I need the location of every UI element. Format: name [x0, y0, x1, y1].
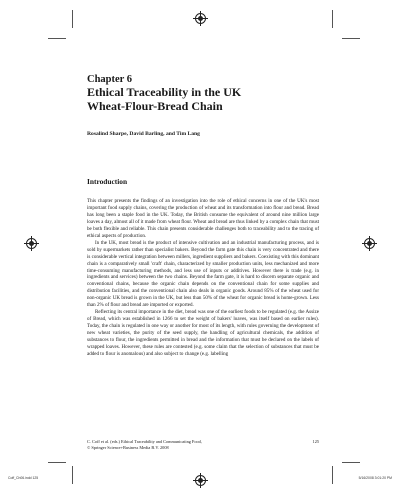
slug-timestamp: 5/16/2008 3:01:20 PM [358, 476, 392, 480]
section-heading: Introduction [87, 177, 128, 186]
footer [87, 439, 319, 451]
chapter-title-line1: Ethical Traceability in the UK [87, 85, 242, 99]
crop-mark [332, 10, 333, 28]
authors: Rosalind Sharpe, David Barling, and Tim Lang [87, 131, 200, 137]
crop-mark [72, 10, 73, 28]
chapter-title-line2: Wheat-Flour-Bread Chain [87, 98, 223, 113]
crop-mark [342, 462, 360, 463]
crop-mark [48, 462, 66, 463]
paragraph: Reflecting its central importance in the diet, bread was one of the earliest foods to be regulated (e.g. the Assize of Bread, which was established in 1266 to set the weight of bakers' loaves, was itself based on earlier rules). Today, the chain is regulated in one way or another for most of its length, with rules governing the development of new wheat varieties, the purity of the seed supply, the handling of agricultural chemicals, the addition of substances to flour, the ingredients permitted in bread and the information that must be declared on the labels of wrapped loaves. However, these rules are contested (e.g. some claim that the selection of substances that must be added to flour is anomalous) and also subject to change (e.g. labelling [87, 309, 319, 357]
page-number: 125 [312, 439, 319, 444]
crop-mark [72, 466, 73, 484]
slug-file: Coff_Ch06.indd 125 [8, 476, 39, 480]
registration-mark-icon [26, 238, 37, 249]
citation-line: C. Coff et al. (eds.) Ethical Traceability and Communicating Food, [87, 439, 202, 444]
copyright-line: © Springer Science+Business Media B.V. 2008 [87, 444, 169, 450]
chapter-label: Chapter 6 [87, 74, 133, 85]
body-text [87, 198, 319, 358]
crop-mark [332, 466, 333, 484]
page-body [87, 74, 319, 358]
paragraph: In the UK, most bread is the product of intensive cultivation and an industrial manufacturing process, and is sold by supermarkets rather than specialist bakers. Beyond the farm gate this chain is very concentrated and there is considerable vertical integration between millers, ingredient suppliers and bakers. Coexisting with this dominant chain is a comparatively small 'craft' chain, characterized by smaller production units, less mechanized and more time-consuming manufacturing methods, and less use of inputs or additives. However there is trade (e.g. in ingredients and services) between the two chains. Beyond the farm gate, it is hard to discern separate organic and conventional chains, because the organic chain depends on the conventional chain for some supplies and distribution facilities, and the conventional chain also deals in organic goods. Around 85% of the wheat used for non-organic UK bread is grown in the UK, but less than 50% of the wheat for organic bread is home-grown. Less than 2% of flour and bread are imported or exported. [87, 239, 319, 309]
registration-mark-icon [195, 475, 206, 486]
chapter-title [87, 86, 319, 113]
registration-mark-icon [195, 13, 206, 24]
crop-mark [48, 38, 66, 39]
paragraph: This chapter presents the findings of an investigation into the role of ethical concerns in one of the UK's most important food supply chains, covering the production of wheat and its transformation into flour and bread. Bread has long been a staple food in the UK. Today, the British consume the equivalent of around nine million large loaves a day, almost all of it made from wheat flour. Wheat and bread are thus linked by a complex chain that must be both flexible and reliable. This chain presents considerable challenges both to traceability and to the tracing of ethical aspects of production. [87, 198, 319, 239]
registration-mark-icon [364, 238, 375, 249]
crop-mark [342, 38, 360, 39]
